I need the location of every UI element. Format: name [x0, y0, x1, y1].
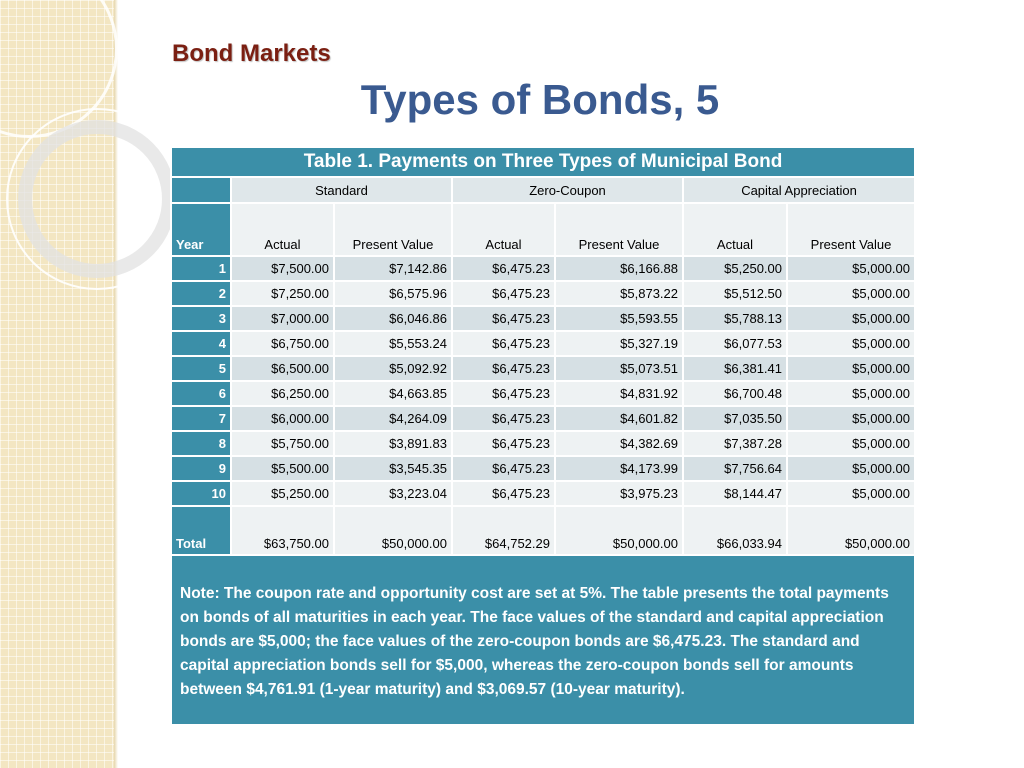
total-cell: $50,000.00 — [555, 506, 683, 555]
table-cell: $5,512.50 — [683, 281, 787, 306]
year-cell: 7 — [171, 406, 231, 431]
total-label: Total — [171, 506, 231, 555]
table-row — [171, 331, 915, 356]
table-cell: $5,000.00 — [787, 281, 915, 306]
table-cell: $5,000.00 — [787, 256, 915, 281]
table-cell: $7,500.00 — [231, 256, 334, 281]
header-corner-cell — [171, 177, 231, 203]
table-cell: $5,000.00 — [787, 381, 915, 406]
table-cell: $7,387.28 — [683, 431, 787, 456]
year-cell: 6 — [171, 381, 231, 406]
table-row — [171, 356, 915, 381]
table-row — [171, 456, 915, 481]
group-header-zero-coupon: Zero-Coupon — [452, 177, 683, 203]
table-cell: $8,144.47 — [683, 481, 787, 506]
table-cell: $5,073.51 — [555, 356, 683, 381]
table-cell: $5,500.00 — [231, 456, 334, 481]
table-cell: $6,500.00 — [231, 356, 334, 381]
table-cell: $6,077.53 — [683, 331, 787, 356]
table-cell: $6,750.00 — [231, 331, 334, 356]
year-cell: 3 — [171, 306, 231, 331]
table-cell: $5,593.55 — [555, 306, 683, 331]
table-cell: $6,575.96 — [334, 281, 452, 306]
table-cell: $7,035.50 — [683, 406, 787, 431]
table-cell: $5,250.00 — [231, 481, 334, 506]
year-cell: 8 — [171, 431, 231, 456]
total-cell: $50,000.00 — [787, 506, 915, 555]
table-cell: $6,475.23 — [452, 281, 555, 306]
column-header-year: Year — [171, 203, 231, 256]
table-row — [171, 431, 915, 456]
table-cell: $6,166.88 — [555, 256, 683, 281]
table-cell: $6,700.48 — [683, 381, 787, 406]
table-cell: $6,475.23 — [452, 356, 555, 381]
table-row — [171, 256, 915, 281]
table-cell: $4,173.99 — [555, 456, 683, 481]
table-cell: $5,327.19 — [555, 331, 683, 356]
section-title: Bond Markets — [172, 40, 331, 67]
table-row — [171, 281, 915, 306]
year-cell: 1 — [171, 256, 231, 281]
table-cell: $5,092.92 — [334, 356, 452, 381]
table-cell: $5,750.00 — [231, 431, 334, 456]
table-cell: $5,788.13 — [683, 306, 787, 331]
total-cell: $64,752.29 — [452, 506, 555, 555]
table-cell: $3,223.04 — [334, 481, 452, 506]
table-row — [171, 406, 915, 431]
table-cell: $5,873.22 — [555, 281, 683, 306]
decorative-ring — [6, 108, 188, 290]
group-header-standard: Standard — [231, 177, 452, 203]
year-cell: 4 — [171, 331, 231, 356]
table-cell: $6,475.23 — [452, 481, 555, 506]
bond-payments-table-container — [170, 146, 914, 726]
table-cell: $5,000.00 — [787, 306, 915, 331]
table-row — [171, 381, 915, 406]
table-cell: $7,250.00 — [231, 281, 334, 306]
table-cell: $7,142.86 — [334, 256, 452, 281]
table-cell: $5,000.00 — [787, 356, 915, 381]
column-header-standard-present-value: Present Value — [334, 203, 452, 256]
year-cell: 2 — [171, 281, 231, 306]
total-cell: $50,000.00 — [334, 506, 452, 555]
table-cell: $5,000.00 — [787, 456, 915, 481]
table-cell: $6,381.41 — [683, 356, 787, 381]
table-cell: $5,553.24 — [334, 331, 452, 356]
table-cell: $5,000.00 — [787, 431, 915, 456]
year-cell: 9 — [171, 456, 231, 481]
table-cell: $6,475.23 — [452, 331, 555, 356]
table-cell: $6,475.23 — [452, 306, 555, 331]
table-cell: $5,000.00 — [787, 481, 915, 506]
total-cell: $66,033.94 — [683, 506, 787, 555]
table-cell: $5,000.00 — [787, 406, 915, 431]
table-cell: $6,475.23 — [452, 456, 555, 481]
column-header-zero-coupon-present-value: Present Value — [555, 203, 683, 256]
table-cell: $5,000.00 — [787, 331, 915, 356]
table-cell: $4,663.85 — [334, 381, 452, 406]
total-cell: $63,750.00 — [231, 506, 334, 555]
column-header-zero-coupon-actual: Actual — [452, 203, 555, 256]
table-cell: $4,264.09 — [334, 406, 452, 431]
table-row — [171, 306, 915, 331]
table-cell: $6,000.00 — [231, 406, 334, 431]
year-cell: 5 — [171, 356, 231, 381]
table-cell: $5,250.00 — [683, 256, 787, 281]
year-cell: 10 — [171, 481, 231, 506]
table-row — [171, 481, 915, 506]
table-cell: $6,250.00 — [231, 381, 334, 406]
slide-title: Types of Bonds, 5 — [360, 76, 720, 123]
table-cell: $6,046.86 — [334, 306, 452, 331]
table-cell: $3,891.83 — [334, 431, 452, 456]
table-caption: Table 1. Payments on Three Types of Municipal Bond — [171, 147, 915, 177]
column-header-capital-appreciation-present-value: Present Value — [787, 203, 915, 256]
table-note: Note: The coupon rate and opportunity cost are set at 5%. The table presents the total payments on bonds of all maturities in each year. The face values of the standard and capital appreciation bonds are $5,000; the face values of the zero-coupon bonds are $6,475.23. The standard and capital appreciation bonds sell for $5,000, whereas the zero-coupon bonds sell for amounts between $4,761.91 (1-year maturity) and $3,069.57 (10-year maturity). — [171, 555, 915, 725]
table-total-row — [171, 506, 915, 555]
table-cell: $4,831.92 — [555, 381, 683, 406]
table-cell: $4,382.69 — [555, 431, 683, 456]
group-header-capital-appreciation: Capital Appreciation — [683, 177, 915, 203]
column-header-capital-appreciation-actual: Actual — [683, 203, 787, 256]
table-cell: $7,756.64 — [683, 456, 787, 481]
table-cell: $6,475.23 — [452, 406, 555, 431]
table-cell: $7,000.00 — [231, 306, 334, 331]
table-cell: $3,545.35 — [334, 456, 452, 481]
table-cell: $3,975.23 — [555, 481, 683, 506]
column-header-standard-actual: Actual — [231, 203, 334, 256]
table-cell: $6,475.23 — [452, 256, 555, 281]
table-cell: $6,475.23 — [452, 381, 555, 406]
table-cell: $4,601.82 — [555, 406, 683, 431]
bond-payments-table — [170, 146, 916, 726]
table-cell: $6,475.23 — [452, 431, 555, 456]
